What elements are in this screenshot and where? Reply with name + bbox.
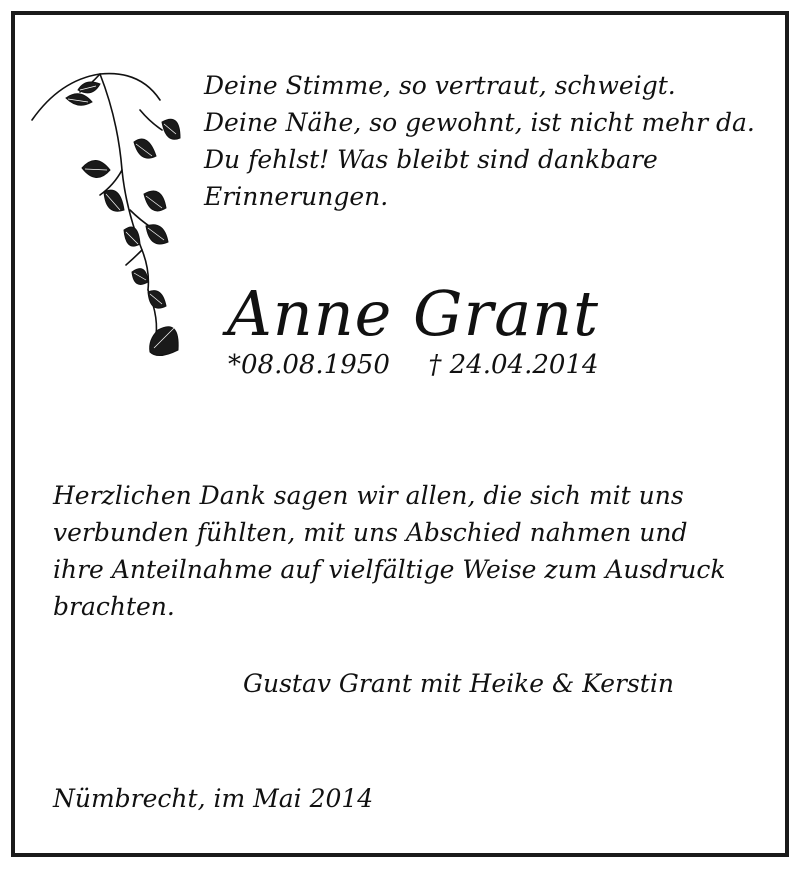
- signature: Gustav Grant mit Heike & Kerstin: [243, 669, 674, 698]
- deceased-name: Anne Grant: [227, 277, 600, 350]
- poem-line: Deine Nähe, so gewohnt, ist nicht mehr da.: [204, 108, 755, 137]
- thanks-line: brachten.: [53, 592, 175, 621]
- birth-date: *08.08.1950: [228, 350, 390, 380]
- poem-line: Erinnerungen.: [204, 182, 389, 211]
- birch-branch-icon: [30, 60, 200, 390]
- life-dates: [228, 350, 599, 380]
- thanks-paragraph: [53, 477, 726, 625]
- notice-frame: [11, 11, 789, 857]
- poem: [204, 67, 755, 215]
- poem-line: Du fehlst! Was bleibt sind dankbare: [204, 145, 658, 174]
- death-date: † 24.04.2014: [428, 350, 599, 380]
- thanks-line: ihre Anteilnahme auf vielfältige Weise zum Ausdruck: [53, 555, 726, 584]
- poem-line: Deine Stimme, so vertraut, schweigt.: [204, 71, 676, 100]
- place-date: Nümbrecht, im Mai 2014: [53, 784, 374, 813]
- thanks-line: verbunden fühlten, mit uns Abschied nahmen und: [53, 518, 688, 547]
- thanks-line: Herzlichen Dank sagen wir allen, die sich mit uns: [53, 481, 684, 510]
